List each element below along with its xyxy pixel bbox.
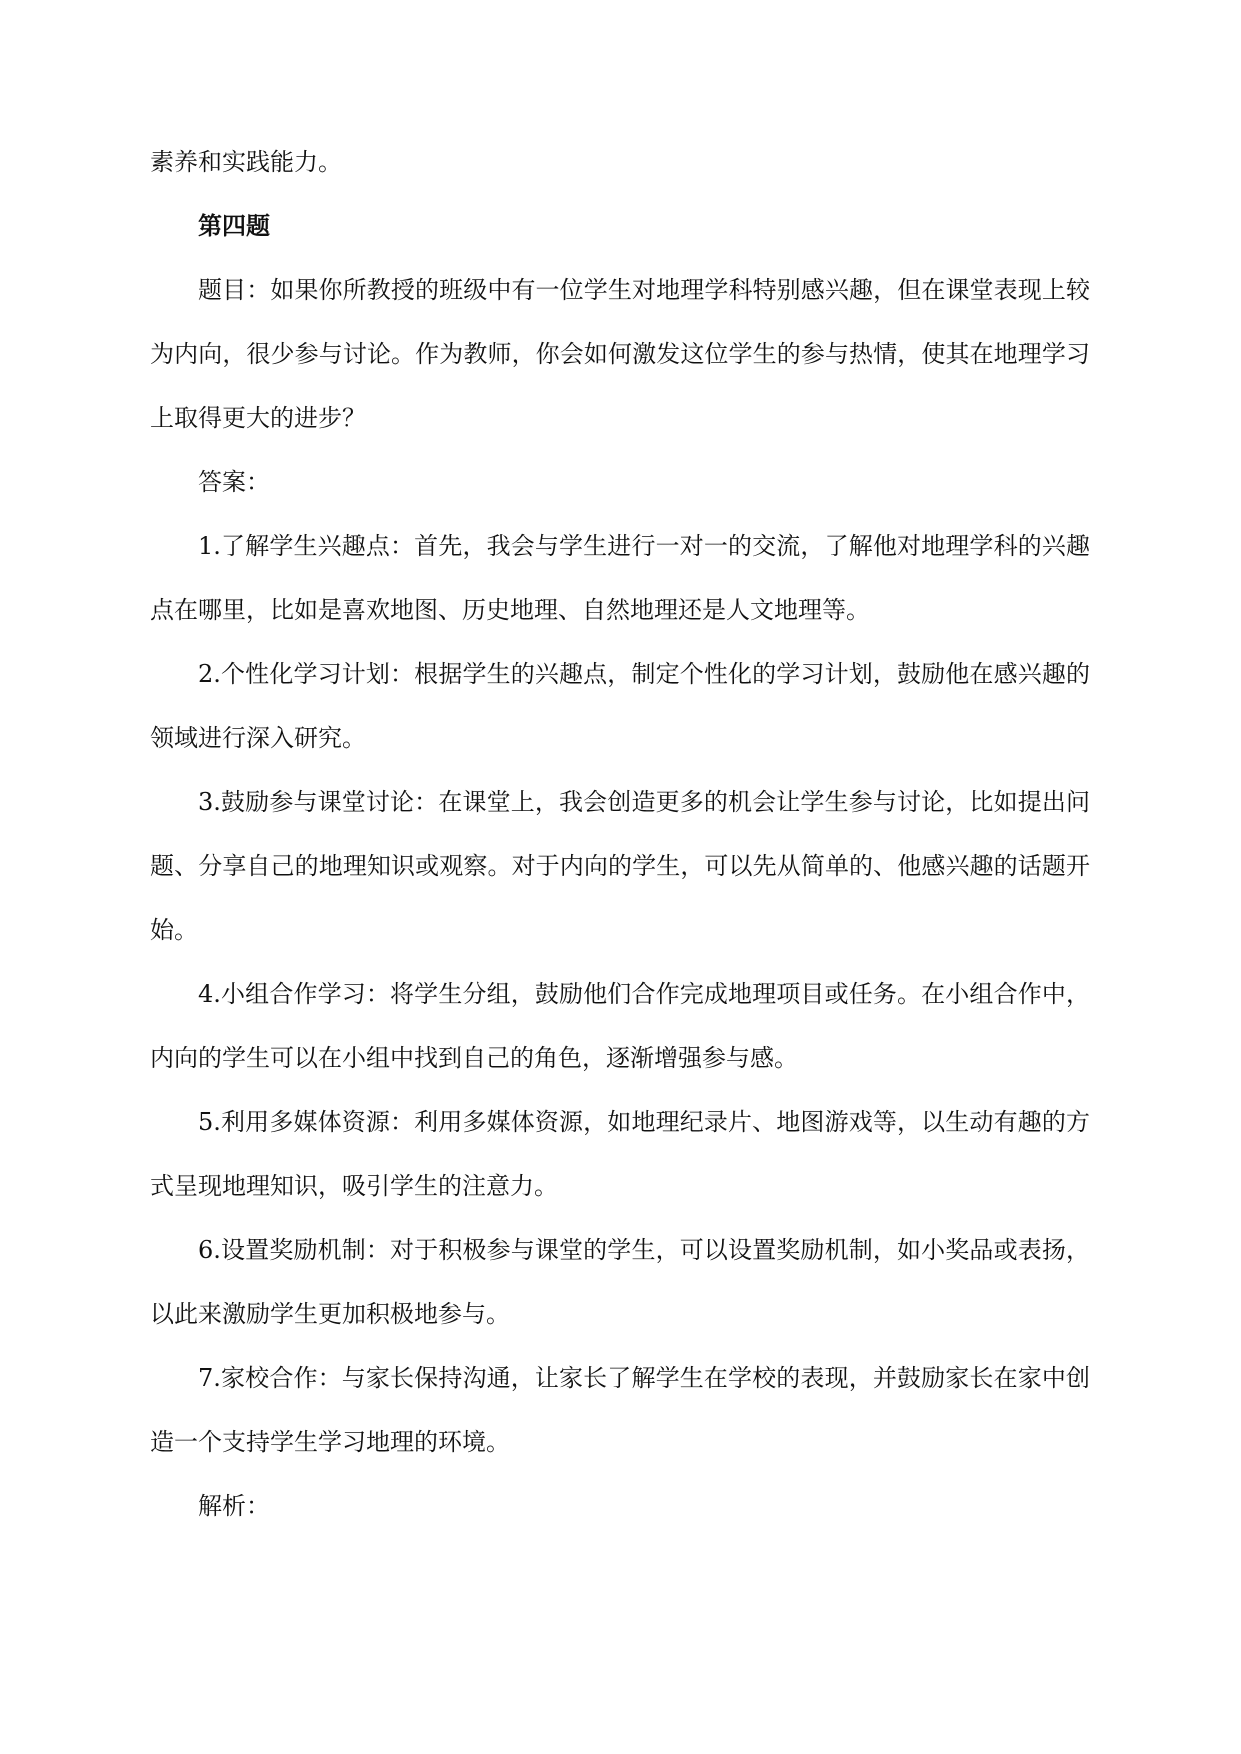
answer-item: 2.个性化学习计划：根据学生的兴趣点，制定个性化的学习计划，鼓励他在感兴趣的领域进行深入研究。 <box>150 660 1090 752</box>
answer-item: 6.设置奖励机制：对于积极参与课堂的学生，可以设置奖励机制，如小奖品或表扬，以此来激励学生更加积极地参与。 <box>150 1236 1090 1328</box>
answer-item: 5.利用多媒体资源：利用多媒体资源，如地理纪录片、地图游戏等，以生动有趣的方式呈现地理知识，吸引学生的注意力。 <box>150 1108 1090 1200</box>
document-page <box>150 130 1090 1538</box>
answer-item: 4.小组合作学习：将学生分组，鼓励他们合作完成地理项目或任务。在小组合作中，内向的学生可以在小组中找到自己的角色，逐渐增强参与感。 <box>150 980 1090 1072</box>
answer-item: 1.了解学生兴趣点：首先，我会与学生进行一对一的交流，了解他对地理学科的兴趣点在哪里，比如是喜欢地图、历史地理、自然地理还是人文地理等。 <box>150 532 1090 624</box>
analysis-label: 解析： <box>198 1492 270 1520</box>
section-title: 第四题 <box>198 211 270 240</box>
question-text: 题目：如果你所教授的班级中有一位学生对地理学科特别感兴趣，但在课堂表现上较为内向，很少参与讨论。作为教师，你会如何激发这位学生的参与热情，使其在地理学习上取得更大的进步？ <box>150 276 1090 432</box>
answer-item: 3.鼓励参与课堂讨论：在课堂上，我会创造更多的机会让学生参与讨论，比如提出问题、分享自己的地理知识或观察。对于内向的学生，可以先从简单的、他感兴趣的话题开始。 <box>150 788 1090 944</box>
continuation-text: 素养和实践能力。 <box>150 148 342 176</box>
answer-label: 答案： <box>198 468 270 496</box>
answer-item: 7.家校合作：与家长保持沟通，让家长了解学生在学校的表现，并鼓励家长在家中创造一个支持学生学习地理的环境。 <box>150 1364 1090 1456</box>
